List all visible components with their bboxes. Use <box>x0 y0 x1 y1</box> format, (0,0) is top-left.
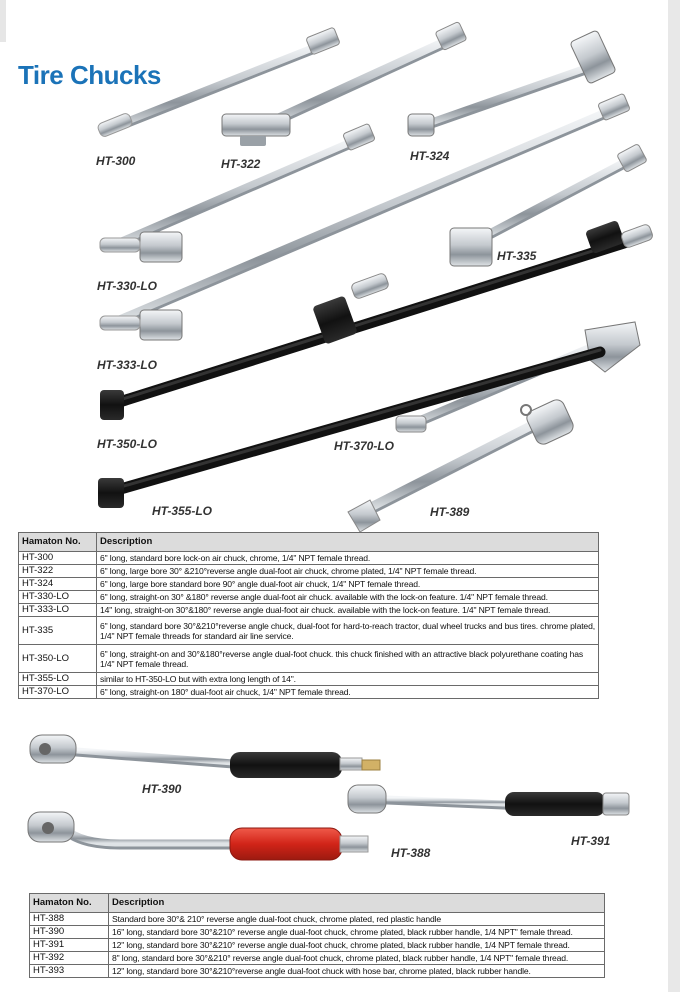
description-cell: Standard bore 30°& 210° reverse angle dual-foot chuck, chrome plated, red plastic handle <box>109 913 605 926</box>
label-ht-388: HT-388 <box>391 846 431 860</box>
table-row <box>30 952 605 965</box>
description-cell: 12" long, standard bore 30°&210°reverse angle dual-foot chuck with hose bar, chrome plated, black rubber handle. <box>109 965 605 978</box>
ht-390-chuck <box>30 735 380 778</box>
model-cell: HT-388 <box>30 913 109 926</box>
ht-391-chuck <box>348 785 629 816</box>
table-row <box>19 552 599 565</box>
table-row <box>19 645 599 673</box>
description-cell: 6" long, straight-on 180° dual-foot air chuck, 1/4" NPT female thread. <box>97 686 599 699</box>
label-ht-389: HT-389 <box>430 505 470 519</box>
label-ht-333-lo: HT-333-LO <box>97 358 158 372</box>
table-row <box>19 604 599 617</box>
table-row <box>19 673 599 686</box>
model-cell: HT-370-LO <box>19 686 97 699</box>
model-cell: HT-322 <box>19 565 97 578</box>
model-cell: HT-333-LO <box>19 604 97 617</box>
table-row <box>30 913 605 926</box>
label-ht-390: HT-390 <box>142 782 182 796</box>
model-cell: HT-392 <box>30 952 109 965</box>
label-ht-330-lo: HT-330-LO <box>97 279 158 293</box>
table-header-row <box>19 533 599 552</box>
description-cell: 6" long, large bore 30° &210°reverse angle dual-foot air chuck, chrome plated, 1/4" NPT female thread. <box>97 565 599 578</box>
spec-table-bottom <box>29 893 605 978</box>
model-cell: HT-335 <box>19 617 97 645</box>
column-header-description: Description <box>97 533 599 552</box>
description-cell: 16" long, standard bore 30°&210° reverse angle dual-foot chuck, chrome plated, black rubber handle, 1/4 NPT" female thread. <box>109 926 605 939</box>
table-header-row <box>30 894 605 913</box>
page-title: Tire Chucks <box>18 60 161 90</box>
table-row <box>19 617 599 645</box>
table-row <box>19 591 599 604</box>
model-cell: HT-350-LO <box>19 645 97 673</box>
model-cell: HT-391 <box>30 939 109 952</box>
model-cell: HT-355-LO <box>19 673 97 686</box>
model-cell: HT-324 <box>19 578 97 591</box>
model-cell: HT-330-LO <box>19 591 97 604</box>
table-row <box>30 926 605 939</box>
model-cell: HT-390 <box>30 926 109 939</box>
label-ht-370-lo: HT-370-LO <box>334 439 395 453</box>
column-header-model: Hamaton No. <box>30 894 109 913</box>
column-header-description: Description <box>109 894 605 913</box>
ht-300-chuck <box>97 27 341 138</box>
ht-330-lo-chuck <box>100 123 375 262</box>
label-ht-324: HT-324 <box>410 149 450 163</box>
label-ht-335: HT-335 <box>497 249 537 263</box>
description-cell: 14" long, straight-on 30°&180° reverse angle dual-foot air chuck. available with the lock-on feature. 1/4" NPT female thread. <box>97 604 599 617</box>
label-ht-355-lo: HT-355-LO <box>152 504 213 518</box>
description-cell: 6" long, standard bore 30°&210°reverse angle chuck, dual-foot for hard-to-reach tractor, dual wheel trucks and bus tires. chrome plated, 1/4" NPT female threads for standard air line service. <box>97 617 599 645</box>
table-row <box>30 939 605 952</box>
description-cell: similar to HT-350-LO but with extra long length of 14". <box>97 673 599 686</box>
model-cell: HT-300 <box>19 552 97 565</box>
label-ht-391: HT-391 <box>571 834 611 848</box>
ht-350-lo-chuck <box>100 220 654 420</box>
label-ht-350-lo: HT-350-LO <box>97 437 158 451</box>
table-row <box>30 965 605 978</box>
label-ht-322: HT-322 <box>221 157 261 171</box>
description-cell: 6" long, straight-on 30° &180° reverse angle dual-foot air chuck. available with the lock-on feature. 1/4" NPT female thread. <box>97 591 599 604</box>
column-header-model: Hamaton No. <box>19 533 97 552</box>
spec-table-top <box>18 532 599 699</box>
model-cell: HT-393 <box>30 965 109 978</box>
description-cell: 6" long, large bore standard bore 90° angle dual-foot air chuck, 1/4" NPT female thread. <box>97 578 599 591</box>
description-cell: 8" long, standard bore 30°&210° reverse angle dual-foot chuck, chrome plated, black rubber handle, 1/4 NPT" female thread. <box>109 952 605 965</box>
label-ht-300: HT-300 <box>96 154 136 168</box>
description-cell: 6" long, standard bore lock-on air chuck, chrome, 1/4" NPT female thread. <box>97 552 599 565</box>
description-cell: 6" long, straight-on and 30°&180°reverse angle dual-foot chuck. this chuck finished with an attractive black polyurethane coating has 1/4" NPT female thread. <box>97 645 599 673</box>
table-row <box>19 686 599 699</box>
description-cell: 12" long, standard bore 30°&210° reverse angle dual-foot chuck, chrome plated, black rubber handle, 1/4 NPT female thread. <box>109 939 605 952</box>
table-row <box>19 578 599 591</box>
ht-388-chuck <box>28 812 368 860</box>
table-row <box>19 565 599 578</box>
